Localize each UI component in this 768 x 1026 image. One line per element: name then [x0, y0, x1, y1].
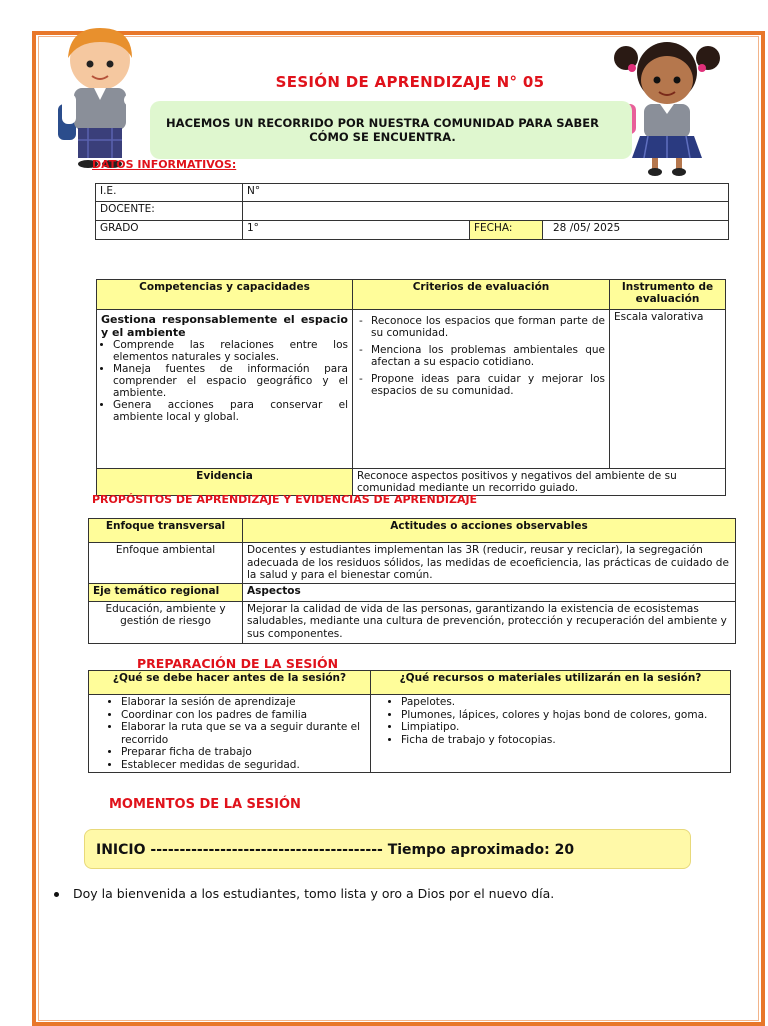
- antes-item: • Coordinar con los padres de familia: [121, 709, 366, 722]
- eje-value: Educación, ambiente y gestión de riesgo: [89, 601, 243, 643]
- competencias-table: [96, 279, 726, 496]
- antes-item: • Establecer medidas de seguridad.: [121, 759, 366, 772]
- antes-item: • Elaborar la sesión de aprendizaje: [121, 696, 366, 709]
- criterio-item: - Menciona los problemas ambientales que afectan a su espacio cotidiano.: [359, 344, 605, 368]
- antes-cell: [89, 695, 371, 773]
- aspectos-header: Aspectos: [243, 583, 736, 601]
- inicio-label: INICIO ---------------------------------------- Tiempo aproximado: 20: [96, 842, 575, 858]
- instrumento-value: Escala valorativa: [610, 310, 726, 469]
- recurso-item: • Ficha de trabajo y fotocopias.: [401, 734, 726, 747]
- datos-heading: DATOS INFORMATIVOS:: [92, 158, 237, 171]
- instrumento-header: Instrumento de evaluación: [610, 280, 726, 310]
- ie-label: I.E.: [96, 184, 243, 202]
- capacidad-item: • Genera acciones para conservar el ambiente local y global.: [113, 399, 348, 423]
- docente-label: DOCENTE:: [96, 202, 243, 221]
- antes-item: • Preparar ficha de trabajo: [121, 746, 366, 759]
- grado-value: 1°: [243, 221, 470, 240]
- enfoque-header: Enfoque transversal: [89, 519, 243, 543]
- session-title: SESIÓN DE APRENDIZAJE N° 05: [275, 73, 545, 91]
- recursos-cell: [371, 695, 731, 773]
- fecha-label: FECHA:: [470, 221, 543, 240]
- inicio-item-text: Doy la bienvenida a los estudiantes, tomo lista y oro a Dios por el nuevo día.: [73, 886, 555, 901]
- antes-item: • Elaborar la ruta que se va a seguir durante el recorrido: [121, 721, 366, 746]
- criterio-item: - Reconoce los espacios que forman parte de su comunidad.: [359, 315, 605, 339]
- recurso-item: • Limpiatipo.: [401, 721, 726, 734]
- evidencia-label: Evidencia: [97, 469, 353, 496]
- actitudes-value: Docentes y estudiantes implementan las 3R (reducir, reusar y reciclar), la segregación adecuada de los residuos sólidos, las medidas de ecoeficiencia, las prácticas de cuidado de la salud y para el bienestar común.: [243, 543, 736, 584]
- actitudes-header: Actitudes o acciones observables: [243, 519, 736, 543]
- propositos-heading: PROPÓSITOS DE APRENDIZAJE Y EVIDENCIAS DE APRENDIZAJE: [92, 493, 478, 506]
- antes-header: ¿Qué se debe hacer antes de la sesión?: [89, 671, 371, 695]
- criterios-header: Criterios de evaluación: [353, 280, 610, 310]
- preparacion-table: [88, 670, 731, 773]
- grado-label: GRADO: [96, 221, 243, 240]
- capacidad-item: • Comprende las relaciones entre los elementos naturales y sociales.: [113, 339, 348, 363]
- evidencia-value: Reconoce aspectos positivos y negativos del ambiente de su comunidad mediante un recorrido guiado.: [353, 469, 726, 496]
- recursos-header: ¿Qué recursos o materiales utilizarán en la sesión?: [371, 671, 731, 695]
- bullet-icon: [54, 892, 59, 897]
- propositos-table: [88, 518, 736, 644]
- momentos-heading: MOMENTOS DE LA SESIÓN: [109, 797, 301, 812]
- n-label: N°: [243, 184, 729, 202]
- capacidad-item: • Maneja fuentes de información para comprender el espacio geográfico y el ambiente.: [113, 363, 348, 399]
- session-subtitle: HACEMOS UN RECORRIDO POR NUESTRA COMUNIDAD PARA SABER CÓMO SE ENCUENTRA.: [166, 116, 599, 144]
- boy-illustration: [50, 24, 150, 170]
- criterio-item: - Propone ideas para cuidar y mejorar los espacios de su comunidad.: [359, 373, 605, 397]
- preparacion-heading: PREPARACIÓN DE LA SESIÓN: [137, 656, 339, 671]
- criterios-cell: [353, 310, 610, 469]
- competencias-header: Competencias y capacidades: [97, 280, 353, 310]
- docente-value: [243, 202, 729, 221]
- fecha-value: 28 /05/ 2025: [543, 221, 729, 240]
- enfoque-value: Enfoque ambiental: [89, 543, 243, 584]
- inicio-item: [54, 886, 554, 901]
- competencia-title: Gestiona responsablemente el espacio y el ambiente: [101, 313, 348, 339]
- eje-header: Eje temático regional: [89, 583, 243, 601]
- aspectos-value: Mejorar la calidad de vida de las personas, garantizando la existencia de ecosistemas saludables, mediante una cultura de prevención, protección y recuperación del ambiente y sus componentes.: [243, 601, 736, 643]
- recurso-item: • Papelotes.: [401, 696, 726, 709]
- datos-table: [95, 183, 729, 240]
- recurso-item: • Plumones, lápices, colores y hojas bond de colores, goma.: [401, 709, 726, 722]
- competencia-cell: [97, 310, 353, 469]
